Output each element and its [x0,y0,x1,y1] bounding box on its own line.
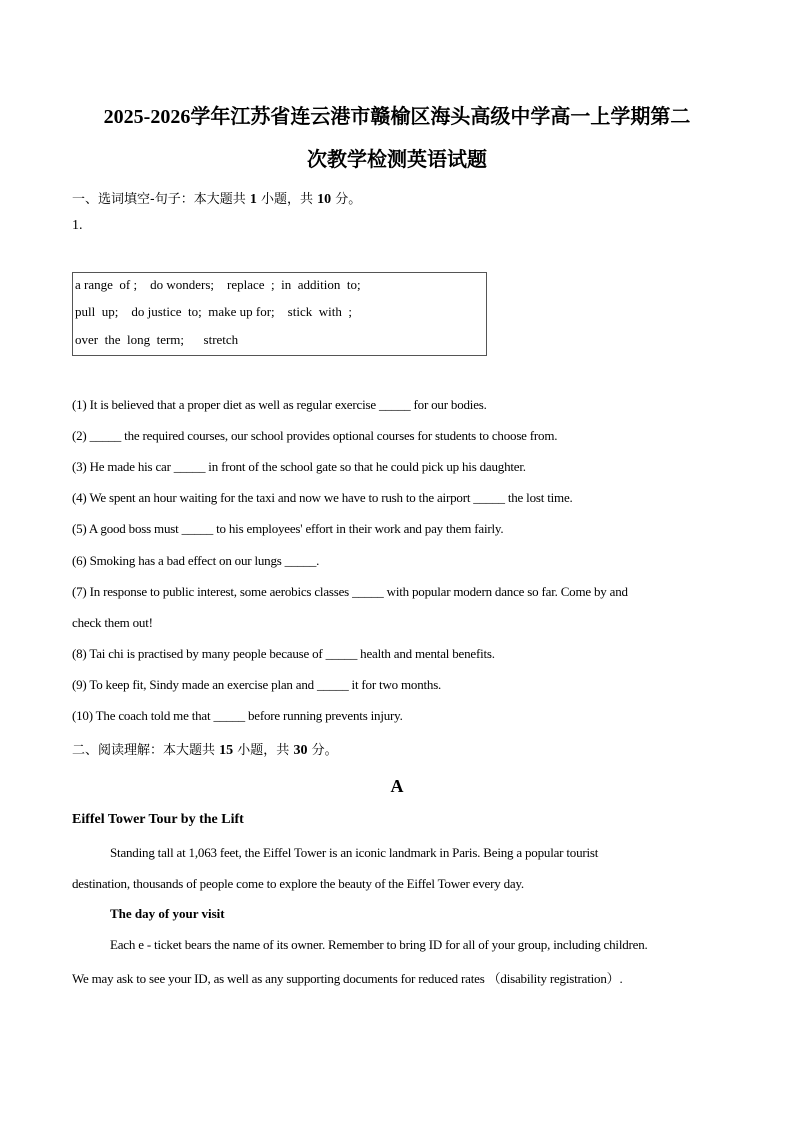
passage-title: Eiffel Tower Tour by the Lift [72,812,244,827]
passage-paragraph-2-line-2: We may ask to see your ID, as well as any supporting documents for reduced rates （disability registration）. [72,971,623,986]
sentence-8: (8) Tai chi is practised by many people because of _____ health and mental benefits. [72,646,495,661]
word-bank-row: over the long term; stretch [75,332,239,347]
passage-paragraph-1-line-1: Standing tall at 1,063 feet, the Eiffel Tower is an iconic landmark in Paris. Being a popular tourist [110,845,599,860]
document-title-line-1: 2025-2026学年江苏省连云港市赣榆区海头高级中学高一上学期第二 [103,106,691,128]
word-bank-row: pull up; do justice to; make up for; stick with ; [75,304,352,319]
section-1-heading-mid: 小题，共 [260,192,313,207]
question-number: 1. [72,218,83,233]
section-2-heading-suffix: 分。 [311,743,338,758]
sentence-2: (2) _____ the required courses, our school provides optional courses for students to choose from. [72,428,558,443]
sentence-7-continued: check them out! [72,615,153,630]
section-1-heading [72,188,361,208]
sentence-3: (3) He made his car _____ in front of the school gate so that he could pick up his daughter. [72,459,526,474]
sentence-10: (10) The coach told me that _____ before running prevents injury. [72,708,403,723]
section-1-score: 10 [317,192,332,207]
sentence-4: (4) We spent an hour waiting for the taxi and now we have to rush to the airport _____ the lost time. [72,490,573,505]
word-bank-box [72,272,487,356]
sentence-7: (7) In response to public interest, some aerobics classes _____ with popular modern dance so far. Come by and [72,584,628,599]
section-2-count: 15 [219,743,234,758]
document-title-line-2: 次教学检测英语试题 [307,149,487,171]
sentence-6: (6) Smoking has a bad effect on our lungs _____. [72,553,320,568]
section-2-score: 30 [293,743,308,758]
section-1-heading-suffix: 分。 [335,192,362,207]
sentence-5: (5) A good boss must _____ to his employees' effort in their work and pay them fairly. [72,521,504,536]
section-2-heading-mid: 小题，共 [237,743,290,758]
section-2-heading [72,739,338,759]
section-1-heading-prefix: 一、选词填空-句子：本大题共 [72,192,246,207]
passage-subheading: The day of your visit [110,906,225,921]
sentence-9: (9) To keep fit, Sindy made an exercise plan and _____ it for two months. [72,677,442,692]
section-1-count: 1 [249,192,257,207]
section-2-heading-prefix: 二、阅读理解：本大题共 [72,743,216,758]
sentence-1: (1) It is believed that a proper diet as well as regular exercise _____ for our bodies. [72,397,487,412]
word-bank-row: a range of ; do wonders; replace ; in addition to; [75,277,361,292]
passage-letter: A [390,776,404,796]
passage-paragraph-1-line-2: destination, thousands of people come to explore the beauty of the Eiffel Tower every day. [72,876,524,891]
passage-paragraph-2-line-1: Each e - ticket bears the name of its owner. Remember to bring ID for all of your group, including children. [110,937,648,952]
